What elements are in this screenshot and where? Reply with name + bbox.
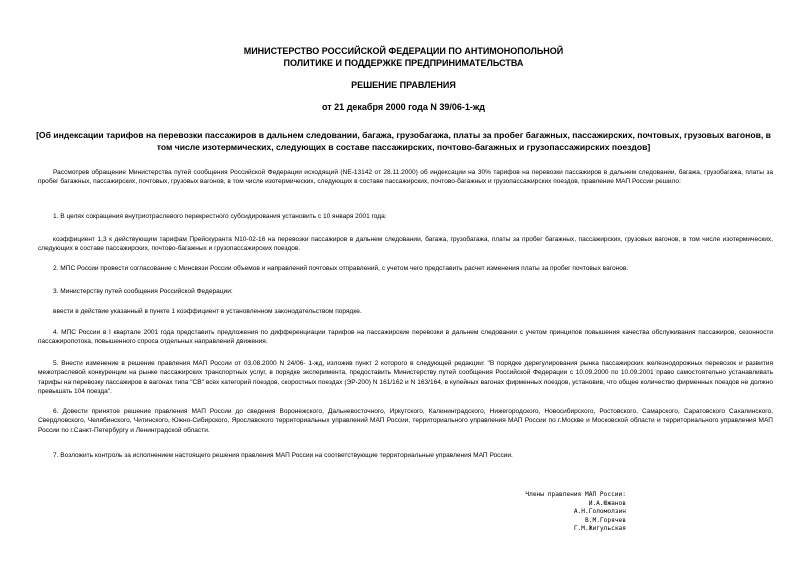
paragraph-1: 1. В целях сокращения внутриотраслевого перекрестного субсидирования установить с 10 января 2001 года: bbox=[53, 213, 387, 220]
document-title: [Об индексации тарифов на перевозки пассажиров в дальнем следовании, багажа, грузобагажа, платы за пробег багажных, пассажирских, почтовых, грузовых вагонов, в том числе изотермических, следующих в составе пассажирских, почтово-багажных и грузопассажирских поездов] bbox=[36, 130, 771, 152]
signatures-heading: Члены правления МАП России: bbox=[525, 491, 626, 498]
decision-heading: РЕШЕНИЕ ПРАВЛЕНИЯ bbox=[351, 80, 456, 90]
paragraph-5: 5. Внести изменение в решение правления МАП России от 03.08.2000 N 24/06- 1-жд, изложив пункт 2 которого в следующей редакции: "В порядке дерегулирования рынка пассажирских железнодорожных перевозок и развития межотраслевой конкуренции на рынке пассажирских транспортных услуг, в порядке эксперимента, предоставить Министерству путей сообщения Российской Федерации с 10.09.2000 по 10.09.2001 право самостоятельно устанавливать тарифы на перевозку пассажиров в вагонах типа "СВ" всех категорий поездов, скоростных поездах (ЭР-200) N 161/162 и N 163/164, в купейных вагонах фирменных поездов, установив, что общее количество фирменных поездов не должно превышать 104 поезда". bbox=[38, 360, 773, 396]
paragraph-6: 6. Довести принятое решение правления МАП России до сведения Воронежского, Дальневосточного, Иркутского, Калининградского, Нижегородского, Новосибирского, Ростовского, Самарского, Саратовского Сахалинского, Свердловского, Челябинского, Читинского, Южно-Сибирского, Ярославского территориальных управлений МАП России, территориального управления МАП России по г.Москве и Московской области и территориального управления МАП России по г.Санкт-Петербургу и Ленинградской области. bbox=[38, 408, 773, 434]
decision-date-number: от 21 декабря 2000 года N 39/06-1-жд bbox=[322, 102, 485, 112]
intro-paragraph: Рассмотрев обращение Министерства путей сообщения Российской Федерации исходящий (NE-13142 от 28.11.2000) об индексации на 30% тарифов на перевозки пассажиров в дальнем следовании, багажа, грузобагажа, платы за пробег багажных, пассажирских, почтовых, грузовых вагонов, в том числе изотермических, следующих в составе пассажирских, почтово-багажных и грузопассажирских поездов, правление МАП России решило: bbox=[38, 169, 773, 186]
paragraph-3a: ввести в действие указанный в пункте 1 коэффициент в установленном законодательством порядке. bbox=[53, 308, 362, 315]
ministry-line-1: МИНИСТЕРСТВО РОССИЙСКОЙ ФЕДЕРАЦИИ ПО АНТИМОНОПОЛЬНОЙ bbox=[243, 46, 564, 56]
paragraph-2: 2. МПС России провести согласование с Минсвязи России объемов и направлений почтовых отправлений, с учетом чего представить расчет изменения платы за пробег почтовых вагонов. bbox=[53, 265, 629, 272]
ministry-line-2: ПОЛИТИКЕ И ПОДДЕРЖКЕ ПРЕДПРИНИМАТЕЛЬСТВА bbox=[283, 58, 524, 68]
paragraph-7: 7. Возложить контроль за исполнением настоящего решения правления МАП России на соответствующие территориальные управления МАП России. bbox=[53, 452, 513, 459]
signature-name: В.М.Горячев bbox=[585, 516, 626, 524]
signature-name: И.А.Южанов bbox=[588, 499, 626, 507]
signature-name: Г.М.Жигульская bbox=[573, 525, 626, 533]
paragraph-1a: коэффициент 1,3 к действующим тарифам Прейскуранта N10-02-16 на перевозки пассажиров в дальнем следовании, багажа, грузобагажа, платы за пробег багажных, пассажирских, грузовых вагонов, в том числе изотермических, следующих в составе пассажирских, почтово-багажных и грузопассажирских поездов. bbox=[38, 236, 773, 253]
paragraph-3: 3. Министерству путей сообщения Российской Федерации: bbox=[53, 288, 233, 295]
paragraph-4: 4. МПС России в I квартале 2001 года представить предложения по дифференциации тарифов на пассажирские перевозки в дальнем следовании с учетом принципов повышения качества обслуживания пассажиров, сезонности пассажиропотока, повышенного спроса отдельных направлений движения. bbox=[38, 329, 773, 346]
signature-name: А.Н.Голомолзин bbox=[573, 508, 626, 516]
signatures-block bbox=[486, 491, 626, 534]
